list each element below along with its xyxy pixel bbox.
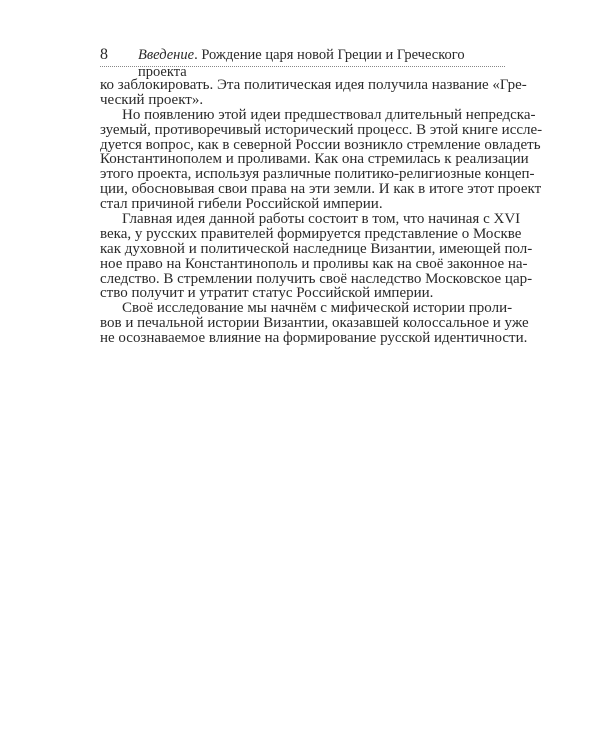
text-line: ство получит и утратит статус Российской империи. — [100, 285, 434, 302]
running-header — [100, 44, 505, 80]
text-line: вов и печальной истории Византии, оказавшей колоссальное и уже — [100, 315, 529, 332]
page-number: 8 — [100, 46, 108, 63]
text-line: не осознаваемое влияние на формирование русской идентичности. — [100, 330, 528, 347]
text-line: ции, обосновывая свои права на эти земли. И как в итоге этот проект — [100, 181, 542, 198]
text-line: этого проекта, используя различные политико-религиозные концеп- — [100, 166, 535, 183]
text-line: ное право на Константинополь и проливы как на своё законное на- — [100, 255, 528, 272]
text-line: Но появлению этой идеи предшествовал длительный непредска- — [122, 106, 536, 123]
text-line: следство. В стремлении получить своё наследство Московское цар- — [100, 270, 533, 287]
text-line: Своё исследование мы начнём с мифической истории проли- — [122, 300, 513, 317]
text-line: ческий проект». — [100, 91, 204, 108]
text-line: стал причиной гибели Российской империи. — [100, 196, 383, 213]
body-text — [100, 77, 543, 347]
text-line: ко заблокировать. Эта политическая идея получила название «Гре- — [100, 77, 527, 93]
text-line: Константинополем и проливами. Как она стремилась к реализации — [100, 151, 529, 168]
text-line: как духовной и политической наследнице Византии, имеющей пол- — [100, 240, 533, 257]
running-title-text: . Рождение царя новой Греции и Греческого проекта — [138, 47, 465, 80]
text-line: дуется вопрос, как в северной России возникло стремление овладеть — [100, 136, 541, 153]
running-title — [138, 47, 505, 81]
text-line: зуемый, противоречивый исторический процесс. В этой книге иссле- — [100, 121, 543, 138]
running-title-section: Введение — [138, 47, 195, 63]
text-line: Главная идея данной работы состоит в том, что начиная с XVI — [122, 211, 521, 228]
text-line: века, у русских правителей формируется представление о Москве — [100, 225, 522, 242]
